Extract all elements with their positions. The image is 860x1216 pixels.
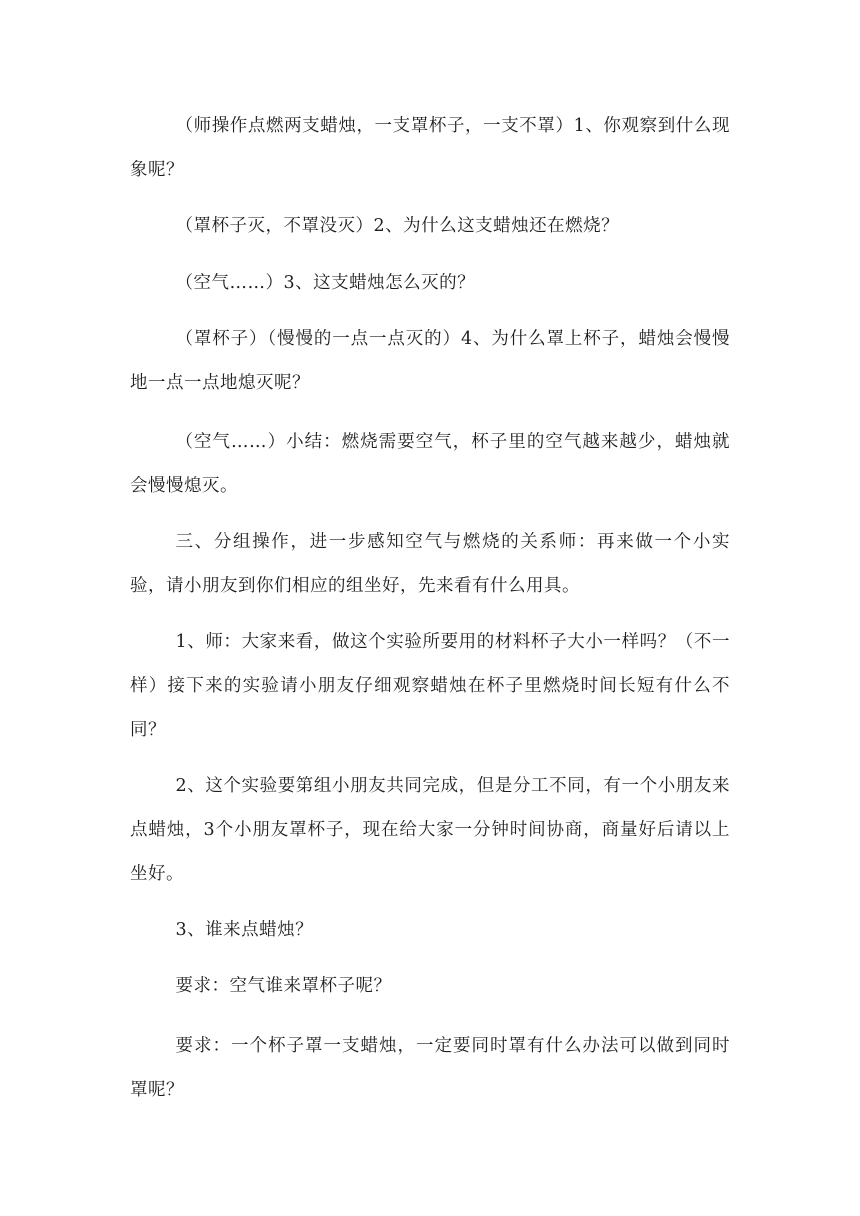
paragraph-11: 要求：一个杯子罩一支蜡烛，一定要同时罩有什么办法可以做到同时罩呢？ bbox=[130, 1036, 730, 1100]
paragraph-6: 三、分组操作，进一步感知空气与燃烧的关系师：再来做一个小实验，请小朋友到你们相应的组坐好，先来看有什么用具。 bbox=[130, 532, 730, 596]
paragraph-5: （空气……）小结：燃烧需要空气，杯子里的空气越来越少，蜡烛就会慢慢熄灭。 bbox=[130, 432, 730, 496]
paragraph-3: （空气……）3、这支蜡烛怎么灭的？ bbox=[175, 273, 476, 293]
paragraph-4: （罩杯子）（慢慢的一点一点灭的）4、为什么罩上杯子，蜡烛会慢慢地一点一点地熄灭呢？ bbox=[130, 329, 730, 393]
paragraph-8: 2、这个实验要第组小朋友共同完成，但是分工不同，有一个小朋友来点蜡烛，3个小朋友罩杯子，现在给大家一分钟时间协商，商量好后请以上坐好。 bbox=[130, 776, 730, 884]
paragraph-10: 要求：空气谁来罩杯子呢？ bbox=[175, 976, 392, 996]
paragraph-9: 3、谁来点蜡烛？ bbox=[175, 920, 314, 940]
paragraph-7: 1、师：大家来看，做这个实验所要用的材料杯子大小一样吗？（不一样）接下来的实验请小朋友仔细观察蜡烛在杯子里燃烧时间长短有什么不同？ bbox=[130, 632, 730, 740]
paragraph-1: （师操作点燃两支蜡烛，一支罩杯子，一支不罩）1、你观察到什么现象呢？ bbox=[130, 116, 730, 180]
paragraph-2: （罩杯子灭，不罩没灭）2、为什么这支蜡烛还在燃烧？ bbox=[175, 216, 620, 236]
